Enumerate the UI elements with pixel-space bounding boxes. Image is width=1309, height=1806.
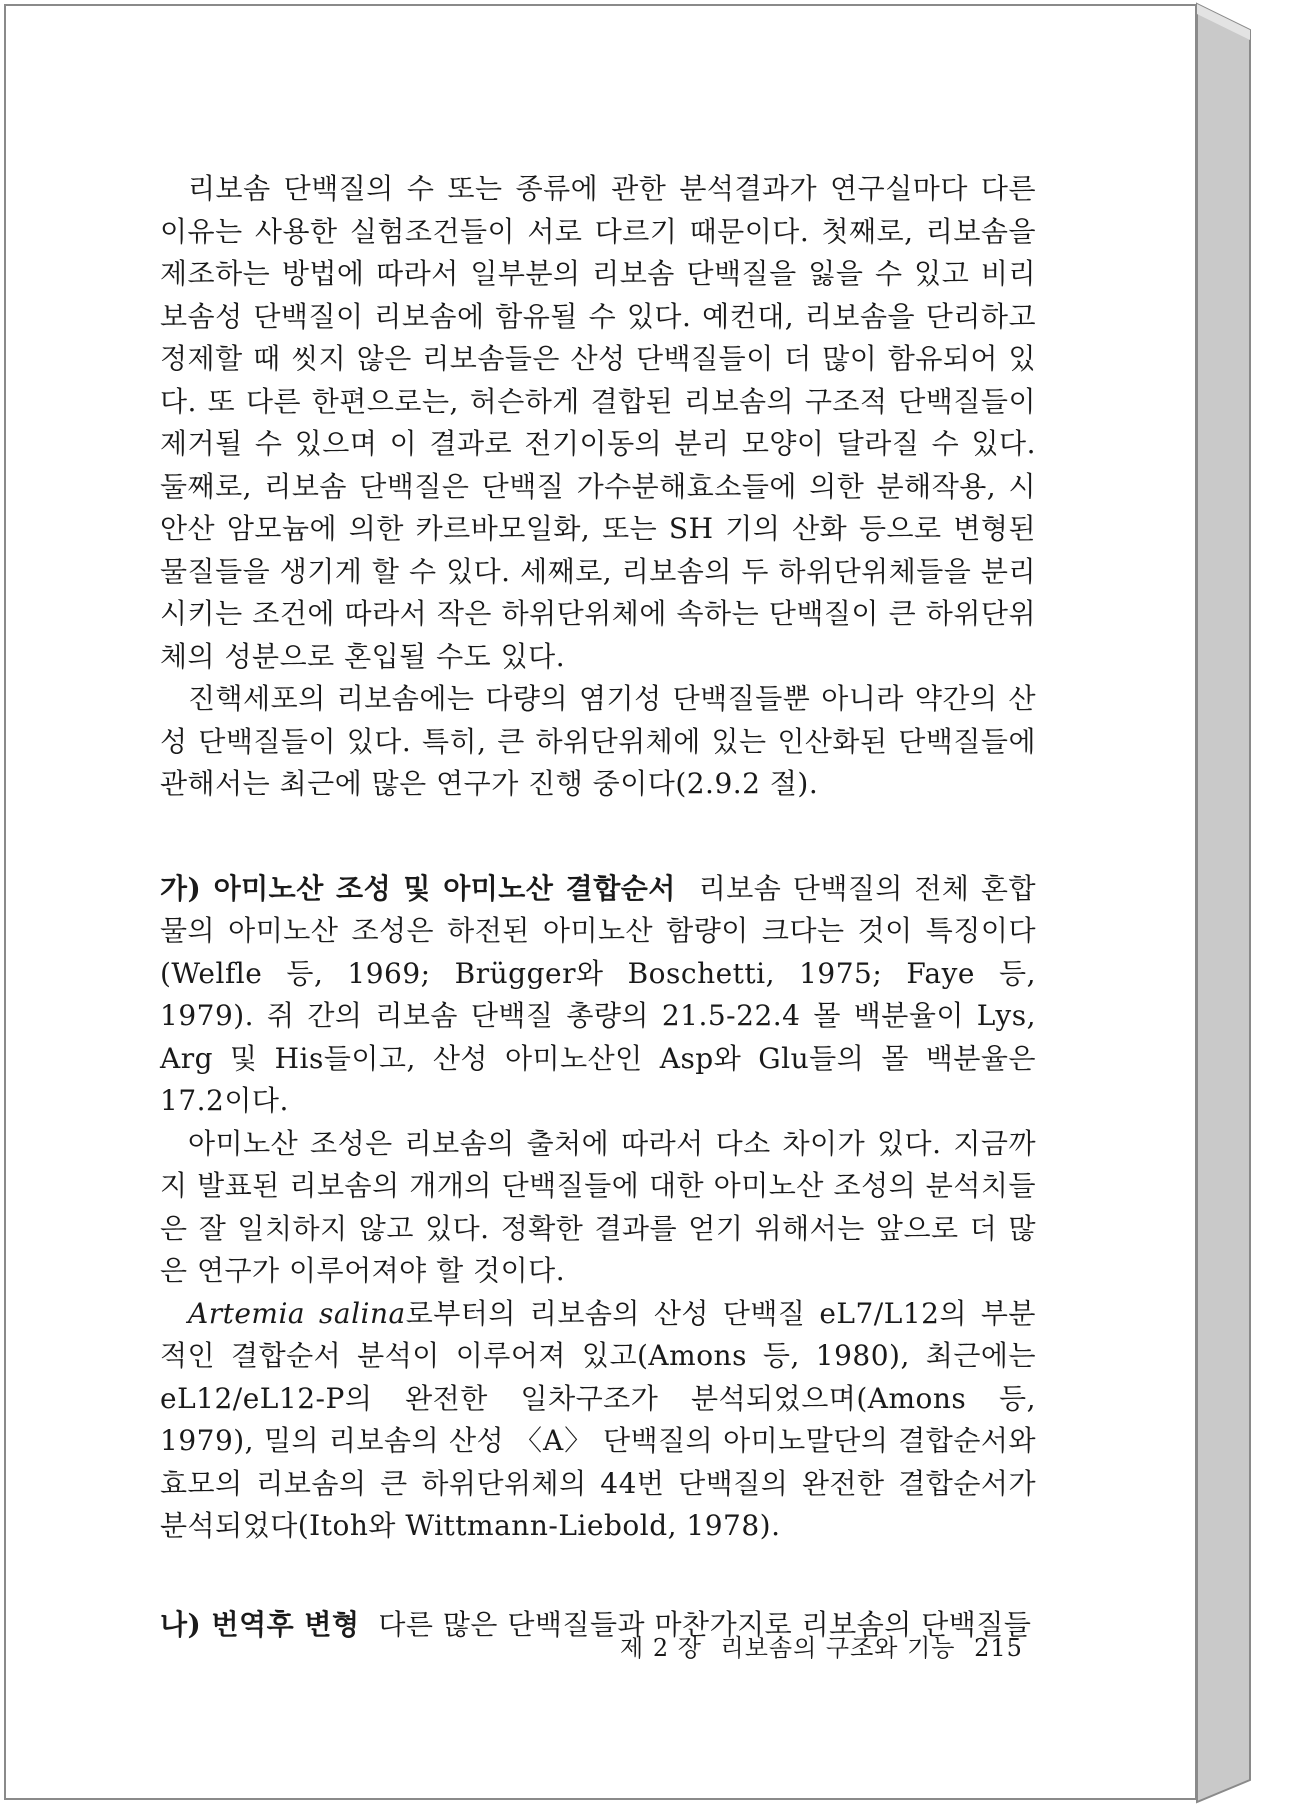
book-spine-side bbox=[1197, 4, 1250, 1802]
paragraph-eukaryotic-ribosome: 진핵세포의 리보솜에는 다량의 염기성 단백질들뿐 아니라 약간의 산성 단백질들이 있다. 특히, 큰 하위단위체에 있는 인산화된 단백질들에 관해서는 최근에 많은 연구가 진행 중이다(2.9.2 절). bbox=[160, 682, 1036, 800]
section-ga-text: 리보솜 단백질의 전체 혼합물의 아미노산 조성은 하전된 아미노산 함량이 크다는 것이 특징이다(Welfle 등, 1969; Brügger와 Boschetti, 1975; Faye 등, 1979). 쥐 간의 리보솜 단백질 총량의 21.5-22.4 몰 백분율이 Lys, Arg 및 His들이고, 산성 아미노산인 Asp와 Glu들의 몰 백분율은 17.2이다. bbox=[160, 871, 1036, 1117]
section-na-text: 다른 많은 단백질들과 마찬가지로 리보솜의 단백질들 bbox=[378, 1607, 1032, 1641]
section-amino-acid-composition bbox=[160, 868, 1036, 1123]
footer-chapter: 제 2 장 bbox=[620, 1634, 702, 1662]
page-body bbox=[160, 168, 1036, 1646]
section-heading-ga: 가) 아미노산 조성 및 아미노산 결합순서 bbox=[160, 871, 676, 905]
paragraph-amino-acid-variation: 아미노산 조성은 리보솜의 출처에 따라서 다소 차이가 있다. 지금까지 발표된 리보솜의 개개의 단백질들에 대한 아미노산 조성의 분석치들은 잘 일치하지 않고 있다. 정확한 결과를 얻기 위해서는 앞으로 더 많은 연구가 이루어져야 할 것이다. bbox=[160, 1126, 1036, 1287]
paragraph-artemia-salina bbox=[160, 1293, 1036, 1548]
footer-chapter-title: 리보솜의 구조와 기능 bbox=[720, 1634, 956, 1662]
paragraph-ribosome-protein-analysis: 리보솜 단백질의 수 또는 종류에 관한 분석결과가 연구실마다 다른 이유는 사용한 실험조건들이 서로 다르기 때문이다. 첫째로, 리보솜을 제조하는 방법에 따라서 일부분의 리보솜 단백질을 잃을 수 있고 비리보솜성 단백질이 리보솜에 함유될 수 있다. 예컨대, 리보솜을 단리하고 정제할 때 씻지 않은 리보솜들은 산성 단백질들이 더 많이 함유되어 있다. 또 다른 한편으로는, 허슨하게 결합된 리보솜의 구조적 단백질들이 제거될 수 있으며 이 결과로 전기이동의 분리 모양이 달라질 수 있다. 둘째로, 리보솜 단백질은 단백질 가수분해효소들에 의한 분해작용, 시안산 암모늄에 의한 카르바모일화, 또는 SH 기의 산화 등으로 변형된 물질들을 생기게 할 수 있다. 세째로, 리보솜의 두 하위단위체들을 분리시키는 조건에 따라서 작은 하위단위체에 속하는 단백질이 큰 하위단위체의 성분으로 혼입될 수도 있다. bbox=[160, 172, 1036, 673]
paragraph-artemia-text: 로부터의 리보솜의 산성 단백질 eL7/L12의 부분적인 결합순서 분석이 이루어져 있고(Amons 등, 1980), 최근에는 eL12/eL12-P의 완전한 일차구조가 분석되었으며(Amons 등, 1979), 밀의 리보솜의 산성 〈A〉 단백질의 아미노말단의 결합순서와 효모의 리보솜의 큰 하위단위체의 44번 단백질의 완전한 결합순서가 분석되었다(Itoh와 Wittmann-Liebold, 1978). bbox=[160, 1296, 1036, 1542]
page-number: 215 bbox=[974, 1634, 1023, 1662]
running-footer bbox=[620, 1628, 1023, 1663]
species-name: Artemia salina bbox=[188, 1296, 406, 1330]
section-heading-na: 나) 번역후 변형 bbox=[160, 1607, 360, 1641]
